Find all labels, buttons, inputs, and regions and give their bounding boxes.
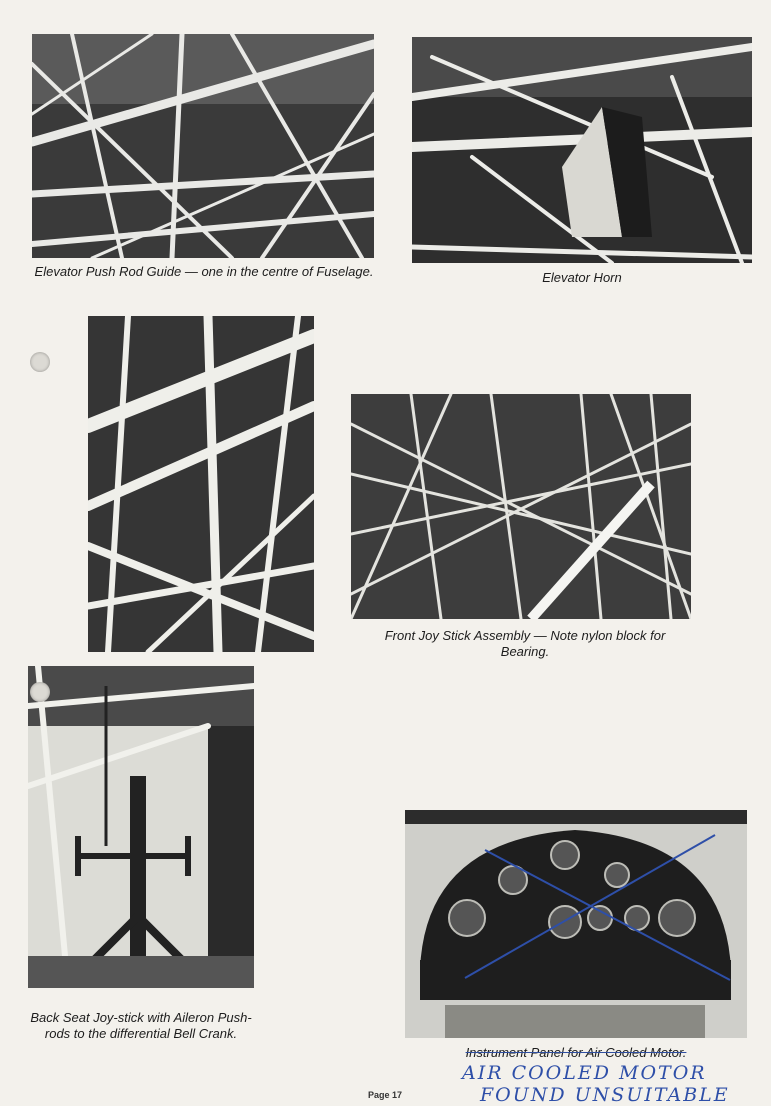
page-number: Page 17 [368,1090,403,1100]
caption-back-joystick: Back Seat Joy-stick with Aileron Push-rods to the differential Bell Crank. [30,1010,252,1041]
caption-front-joystick: Front Joy Stick Assembly — Note nylon block for Bearing. [384,628,666,659]
photo-elevator-horn [412,37,752,263]
handwritten-note-line2: FOUND UNSUITABLE [480,1084,730,1106]
photo-front-joystick [351,394,691,619]
caption-instrument-panel: Instrument Panel for Air Cooled Motor. [465,1045,687,1060]
binder-hole-upper [30,352,50,372]
caption-elevator-guide: Elevator Push Rod Guide — one in the centre of Fuselage. [34,264,374,279]
handwritten-note-line1: AIR COOLED MOTOR [462,1062,707,1084]
photo-elevator-push-rod-guide [32,34,374,258]
photo-tubing-closeup [88,316,314,652]
photo-back-joystick [28,666,254,988]
caption-elevator-horn: Elevator Horn [542,270,622,285]
photo-instrument-panel [405,810,747,1038]
binder-hole-lower [30,682,50,702]
